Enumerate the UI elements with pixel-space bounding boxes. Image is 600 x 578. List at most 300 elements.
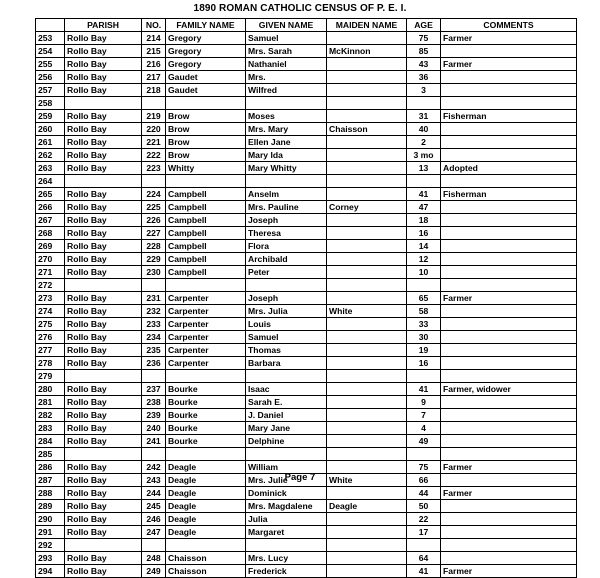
- given-name-cell: Mrs. Mary: [246, 123, 327, 136]
- comments-cell: [441, 318, 577, 331]
- maiden-name-cell: McKinnon: [327, 45, 407, 58]
- maiden-name-cell: White: [327, 474, 407, 487]
- age-cell: 16: [407, 227, 441, 240]
- comments-cell: [441, 123, 577, 136]
- age-cell: [407, 97, 441, 110]
- table-row: [36, 175, 577, 188]
- family-name-cell: [166, 448, 246, 461]
- given-name-cell: Mrs. Julie: [246, 474, 327, 487]
- parish-cell: [65, 175, 142, 188]
- number-cell: 249: [142, 565, 166, 578]
- header-number: NO.: [142, 19, 166, 32]
- line-number-cell: 275: [36, 318, 65, 331]
- parish-cell: Rollo Bay: [65, 201, 142, 214]
- number-cell: 219: [142, 110, 166, 123]
- number-cell: [142, 448, 166, 461]
- table-row: [36, 292, 577, 305]
- parish-cell: Rollo Bay: [65, 32, 142, 45]
- line-number-cell: 258: [36, 97, 65, 110]
- given-name-cell: Mrs. Sarah: [246, 45, 327, 58]
- age-cell: 4: [407, 422, 441, 435]
- parish-cell: Rollo Bay: [65, 526, 142, 539]
- parish-cell: Rollo Bay: [65, 136, 142, 149]
- line-number-cell: 254: [36, 45, 65, 58]
- given-name-cell: J. Daniel: [246, 409, 327, 422]
- line-number-cell: 263: [36, 162, 65, 175]
- comments-cell: [441, 214, 577, 227]
- maiden-name-cell: [327, 513, 407, 526]
- age-cell: 85: [407, 45, 441, 58]
- table-row: [36, 383, 577, 396]
- maiden-name-cell: [327, 396, 407, 409]
- comments-cell: [441, 422, 577, 435]
- maiden-name-cell: [327, 266, 407, 279]
- comments-cell: [441, 331, 577, 344]
- comments-cell: [441, 513, 577, 526]
- given-name-cell: Samuel: [246, 331, 327, 344]
- header-family-name: FAMILY NAME: [166, 19, 246, 32]
- comments-cell: [441, 227, 577, 240]
- line-number-cell: 273: [36, 292, 65, 305]
- given-name-cell: William: [246, 461, 327, 474]
- maiden-name-cell: [327, 292, 407, 305]
- family-name-cell: Deagle: [166, 500, 246, 513]
- table-row: [36, 149, 577, 162]
- given-name-cell: Joseph: [246, 214, 327, 227]
- age-cell: 41: [407, 383, 441, 396]
- number-cell: 237: [142, 383, 166, 396]
- age-cell: [407, 539, 441, 552]
- given-name-cell: Thomas: [246, 344, 327, 357]
- family-name-cell: [166, 279, 246, 292]
- table-row: [36, 240, 577, 253]
- family-name-cell: Brow: [166, 123, 246, 136]
- number-cell: 217: [142, 71, 166, 84]
- family-name-cell: Bourke: [166, 383, 246, 396]
- table-row: [36, 84, 577, 97]
- header-age: AGE: [407, 19, 441, 32]
- comments-cell: Farmer: [441, 461, 577, 474]
- line-number-cell: 292: [36, 539, 65, 552]
- line-number-cell: 266: [36, 201, 65, 214]
- number-cell: 225: [142, 201, 166, 214]
- maiden-name-cell: [327, 227, 407, 240]
- given-name-cell: Louis: [246, 318, 327, 331]
- line-number-cell: 286: [36, 461, 65, 474]
- age-cell: 65: [407, 292, 441, 305]
- header-parish: PARISH: [65, 19, 142, 32]
- maiden-name-cell: [327, 357, 407, 370]
- maiden-name-cell: [327, 331, 407, 344]
- number-cell: 233: [142, 318, 166, 331]
- age-cell: 31: [407, 110, 441, 123]
- parish-cell: Rollo Bay: [65, 318, 142, 331]
- parish-cell: Rollo Bay: [65, 266, 142, 279]
- maiden-name-cell: Deagle: [327, 500, 407, 513]
- census-table: [35, 18, 577, 578]
- line-number-cell: 285: [36, 448, 65, 461]
- line-number-cell: 280: [36, 383, 65, 396]
- age-cell: 30: [407, 331, 441, 344]
- line-number-cell: 256: [36, 71, 65, 84]
- given-name-cell: [246, 370, 327, 383]
- number-cell: 240: [142, 422, 166, 435]
- family-name-cell: Carpenter: [166, 292, 246, 305]
- comments-cell: [441, 45, 577, 58]
- comments-cell: [441, 266, 577, 279]
- parish-cell: [65, 370, 142, 383]
- table-row: [36, 266, 577, 279]
- number-cell: 248: [142, 552, 166, 565]
- family-name-cell: [166, 370, 246, 383]
- maiden-name-cell: Corney: [327, 201, 407, 214]
- age-cell: 40: [407, 123, 441, 136]
- family-name-cell: Brow: [166, 110, 246, 123]
- number-cell: 226: [142, 214, 166, 227]
- given-name-cell: [246, 97, 327, 110]
- age-cell: 9: [407, 396, 441, 409]
- comments-cell: [441, 201, 577, 214]
- given-name-cell: [246, 539, 327, 552]
- line-number-cell: 259: [36, 110, 65, 123]
- given-name-cell: Mary Whitty: [246, 162, 327, 175]
- comments-cell: [441, 526, 577, 539]
- parish-cell: Rollo Bay: [65, 305, 142, 318]
- table-row: [36, 409, 577, 422]
- parish-cell: Rollo Bay: [65, 357, 142, 370]
- age-cell: 22: [407, 513, 441, 526]
- table-row: [36, 227, 577, 240]
- table-row: [36, 32, 577, 45]
- comments-cell: [441, 84, 577, 97]
- age-cell: 64: [407, 552, 441, 565]
- parish-cell: [65, 539, 142, 552]
- given-name-cell: Barbara: [246, 357, 327, 370]
- given-name-cell: Isaac: [246, 383, 327, 396]
- maiden-name-cell: [327, 84, 407, 97]
- table-row: [36, 318, 577, 331]
- given-name-cell: Theresa: [246, 227, 327, 240]
- age-cell: 49: [407, 435, 441, 448]
- maiden-name-cell: [327, 318, 407, 331]
- page-number: Page 7: [284, 472, 316, 483]
- given-name-cell: Wilfred: [246, 84, 327, 97]
- line-number-cell: 276: [36, 331, 65, 344]
- given-name-cell: Mrs. Magdalene: [246, 500, 327, 513]
- comments-cell: [441, 344, 577, 357]
- parish-cell: Rollo Bay: [65, 552, 142, 565]
- maiden-name-cell: [327, 188, 407, 201]
- number-cell: 220: [142, 123, 166, 136]
- maiden-name-cell: [327, 422, 407, 435]
- family-name-cell: Brow: [166, 149, 246, 162]
- parish-cell: Rollo Bay: [65, 474, 142, 487]
- line-number-cell: 271: [36, 266, 65, 279]
- comments-cell: [441, 396, 577, 409]
- given-name-cell: Mrs. Pauline: [246, 201, 327, 214]
- comments-cell: [441, 279, 577, 292]
- parish-cell: [65, 448, 142, 461]
- family-name-cell: Campbell: [166, 188, 246, 201]
- parish-cell: Rollo Bay: [65, 214, 142, 227]
- table-row: [36, 331, 577, 344]
- maiden-name-cell: [327, 58, 407, 71]
- given-name-cell: Flora: [246, 240, 327, 253]
- table-row: [36, 487, 577, 500]
- maiden-name-cell: [327, 149, 407, 162]
- parish-cell: Rollo Bay: [65, 253, 142, 266]
- family-name-cell: Carpenter: [166, 305, 246, 318]
- line-number-cell: 265: [36, 188, 65, 201]
- table-row: [36, 539, 577, 552]
- table-row: [36, 526, 577, 539]
- family-name-cell: Chaisson: [166, 565, 246, 578]
- line-number-cell: 278: [36, 357, 65, 370]
- family-name-cell: Carpenter: [166, 357, 246, 370]
- comments-cell: [441, 448, 577, 461]
- given-name-cell: Sarah E.: [246, 396, 327, 409]
- comments-cell: Farmer, widower: [441, 383, 577, 396]
- table-row: [36, 97, 577, 110]
- age-cell: 36: [407, 71, 441, 84]
- age-cell: 18: [407, 214, 441, 227]
- family-name-cell: Brow: [166, 136, 246, 149]
- family-name-cell: Campbell: [166, 240, 246, 253]
- parish-cell: Rollo Bay: [65, 188, 142, 201]
- given-name-cell: [246, 279, 327, 292]
- comments-cell: [441, 97, 577, 110]
- table-row: [36, 110, 577, 123]
- given-name-cell: Peter: [246, 266, 327, 279]
- maiden-name-cell: [327, 97, 407, 110]
- maiden-name-cell: [327, 175, 407, 188]
- comments-cell: Adopted: [441, 162, 577, 175]
- age-cell: [407, 448, 441, 461]
- table-row: [36, 552, 577, 565]
- number-cell: 214: [142, 32, 166, 45]
- table-row: [36, 214, 577, 227]
- maiden-name-cell: [327, 344, 407, 357]
- line-number-cell: 268: [36, 227, 65, 240]
- line-number-cell: 267: [36, 214, 65, 227]
- number-cell: 227: [142, 227, 166, 240]
- number-cell: [142, 539, 166, 552]
- number-cell: 242: [142, 461, 166, 474]
- family-name-cell: Campbell: [166, 266, 246, 279]
- family-name-cell: Deagle: [166, 487, 246, 500]
- parish-cell: [65, 97, 142, 110]
- given-name-cell: Mrs.: [246, 71, 327, 84]
- number-cell: 234: [142, 331, 166, 344]
- parish-cell: Rollo Bay: [65, 396, 142, 409]
- comments-cell: Farmer: [441, 58, 577, 71]
- parish-cell: Rollo Bay: [65, 500, 142, 513]
- given-name-cell: Julia: [246, 513, 327, 526]
- number-cell: 247: [142, 526, 166, 539]
- given-name-cell: Mrs. Julia: [246, 305, 327, 318]
- given-name-cell: Anselm: [246, 188, 327, 201]
- maiden-name-cell: [327, 71, 407, 84]
- line-number-cell: 262: [36, 149, 65, 162]
- family-name-cell: Bourke: [166, 422, 246, 435]
- maiden-name-cell: [327, 526, 407, 539]
- number-cell: [142, 279, 166, 292]
- family-name-cell: Carpenter: [166, 331, 246, 344]
- comments-cell: [441, 552, 577, 565]
- line-number-cell: 284: [36, 435, 65, 448]
- comments-cell: Fisherman: [441, 188, 577, 201]
- maiden-name-cell: [327, 383, 407, 396]
- table-header-row: [36, 19, 577, 32]
- maiden-name-cell: [327, 552, 407, 565]
- line-number-cell: 291: [36, 526, 65, 539]
- table-row: [36, 357, 577, 370]
- given-name-cell: [246, 448, 327, 461]
- parish-cell: Rollo Bay: [65, 565, 142, 578]
- number-cell: [142, 97, 166, 110]
- age-cell: 2: [407, 136, 441, 149]
- number-cell: 231: [142, 292, 166, 305]
- comments-cell: [441, 149, 577, 162]
- table-row: [36, 344, 577, 357]
- given-name-cell: Mrs. Lucy: [246, 552, 327, 565]
- line-number-cell: 261: [36, 136, 65, 149]
- line-number-cell: 257: [36, 84, 65, 97]
- parish-cell: Rollo Bay: [65, 487, 142, 500]
- parish-cell: Rollo Bay: [65, 435, 142, 448]
- number-cell: 218: [142, 84, 166, 97]
- comments-cell: [441, 240, 577, 253]
- table-row: [36, 396, 577, 409]
- parish-cell: Rollo Bay: [65, 162, 142, 175]
- parish-cell: Rollo Bay: [65, 84, 142, 97]
- age-cell: 41: [407, 188, 441, 201]
- maiden-name-cell: [327, 370, 407, 383]
- line-number-cell: 272: [36, 279, 65, 292]
- maiden-name-cell: [327, 279, 407, 292]
- line-number-cell: 269: [36, 240, 65, 253]
- table-row: [36, 188, 577, 201]
- line-number-cell: 253: [36, 32, 65, 45]
- comments-cell: [441, 370, 577, 383]
- age-cell: 75: [407, 32, 441, 45]
- maiden-name-cell: White: [327, 305, 407, 318]
- number-cell: 223: [142, 162, 166, 175]
- table-row: [36, 370, 577, 383]
- line-number-cell: 281: [36, 396, 65, 409]
- family-name-cell: Deagle: [166, 526, 246, 539]
- table-row: [36, 201, 577, 214]
- line-number-cell: 294: [36, 565, 65, 578]
- age-cell: 58: [407, 305, 441, 318]
- family-name-cell: Gregory: [166, 45, 246, 58]
- given-name-cell: Ellen Jane: [246, 136, 327, 149]
- parish-cell: Rollo Bay: [65, 344, 142, 357]
- number-cell: [142, 175, 166, 188]
- maiden-name-cell: [327, 565, 407, 578]
- parish-cell: Rollo Bay: [65, 71, 142, 84]
- maiden-name-cell: [327, 487, 407, 500]
- family-name-cell: Bourke: [166, 396, 246, 409]
- line-number-cell: 289: [36, 500, 65, 513]
- age-cell: 16: [407, 357, 441, 370]
- comments-cell: Farmer: [441, 32, 577, 45]
- given-name-cell: Moses: [246, 110, 327, 123]
- given-name-cell: Samuel: [246, 32, 327, 45]
- age-cell: 66: [407, 474, 441, 487]
- table-row: [36, 565, 577, 578]
- number-cell: 238: [142, 396, 166, 409]
- given-name-cell: Delphine: [246, 435, 327, 448]
- number-cell: 216: [142, 58, 166, 71]
- table-row: [36, 162, 577, 175]
- parish-cell: Rollo Bay: [65, 383, 142, 396]
- table-row: [36, 58, 577, 71]
- document-title: 1890 ROMAN CATHOLIC CENSUS OF P. E. I.: [193, 3, 407, 14]
- line-number-cell: 274: [36, 305, 65, 318]
- comments-cell: [441, 409, 577, 422]
- table-row: [36, 422, 577, 435]
- comments-cell: [441, 136, 577, 149]
- age-cell: 7: [407, 409, 441, 422]
- age-cell: 13: [407, 162, 441, 175]
- census-body: [36, 32, 577, 578]
- parish-cell: Rollo Bay: [65, 110, 142, 123]
- table-row: [36, 45, 577, 58]
- line-number-cell: 293: [36, 552, 65, 565]
- parish-cell: [65, 279, 142, 292]
- given-name-cell: Margaret: [246, 526, 327, 539]
- comments-cell: [441, 305, 577, 318]
- line-number-cell: 255: [36, 58, 65, 71]
- comments-cell: Farmer: [441, 565, 577, 578]
- parish-cell: Rollo Bay: [65, 45, 142, 58]
- line-number-cell: 279: [36, 370, 65, 383]
- number-cell: 239: [142, 409, 166, 422]
- comments-cell: Farmer: [441, 487, 577, 500]
- given-name-cell: Nathaniel: [246, 58, 327, 71]
- line-number-cell: 277: [36, 344, 65, 357]
- given-name-cell: Mary Ida: [246, 149, 327, 162]
- number-cell: [142, 370, 166, 383]
- family-name-cell: Campbell: [166, 227, 246, 240]
- maiden-name-cell: [327, 214, 407, 227]
- family-name-cell: [166, 175, 246, 188]
- header-line-number: [36, 19, 65, 32]
- line-number-cell: 270: [36, 253, 65, 266]
- comments-cell: Farmer: [441, 292, 577, 305]
- age-cell: [407, 279, 441, 292]
- family-name-cell: Campbell: [166, 201, 246, 214]
- family-name-cell: Gregory: [166, 58, 246, 71]
- table-row: [36, 279, 577, 292]
- family-name-cell: Whitty: [166, 162, 246, 175]
- family-name-cell: Carpenter: [166, 318, 246, 331]
- number-cell: 246: [142, 513, 166, 526]
- family-name-cell: Campbell: [166, 214, 246, 227]
- line-number-cell: 283: [36, 422, 65, 435]
- age-cell: 33: [407, 318, 441, 331]
- comments-cell: [441, 175, 577, 188]
- family-name-cell: [166, 97, 246, 110]
- parish-cell: Rollo Bay: [65, 58, 142, 71]
- number-cell: 244: [142, 487, 166, 500]
- age-cell: 14: [407, 240, 441, 253]
- family-name-cell: Deagle: [166, 513, 246, 526]
- number-cell: 224: [142, 188, 166, 201]
- given-name-cell: Archibald: [246, 253, 327, 266]
- table-row: [36, 500, 577, 513]
